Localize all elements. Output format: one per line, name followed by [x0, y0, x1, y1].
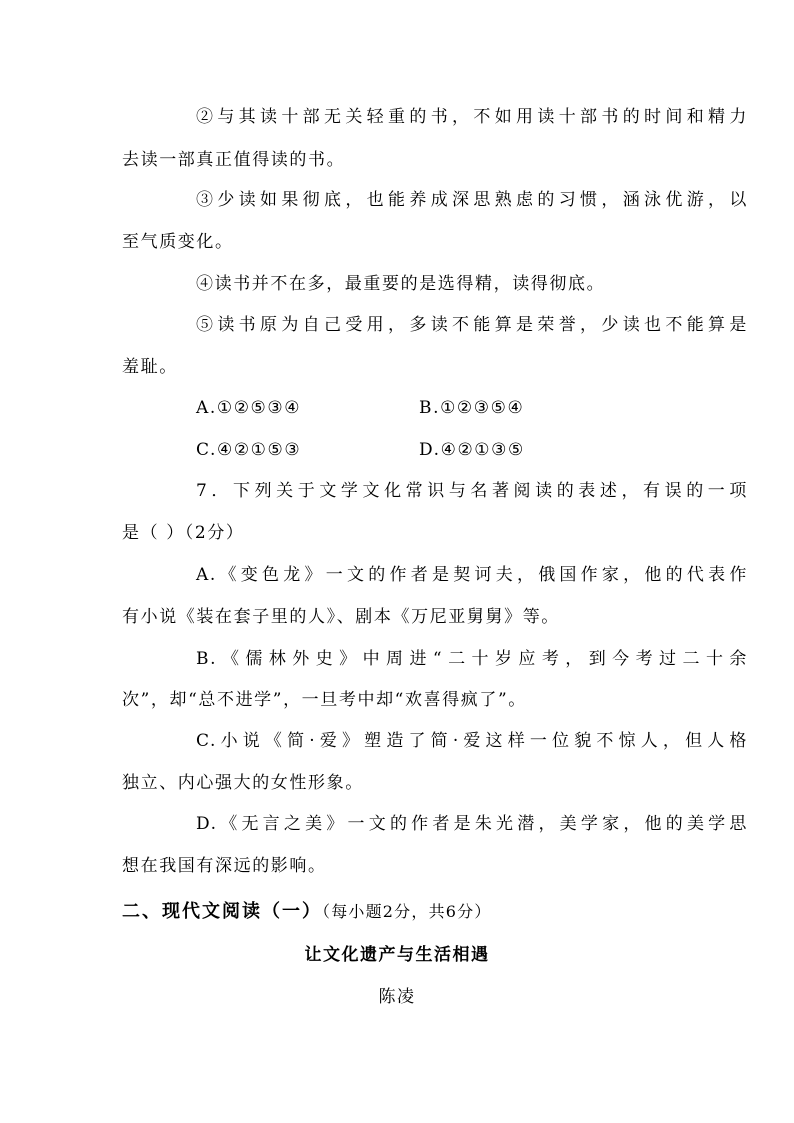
q7-stem-line-1: 7．下列关于文学文化常识与名著阅读的表述，有误的一项 [196, 481, 748, 501]
q7-option-b-line-2: 次”，却“总不进学”，一旦考中却“欢喜得疯了”。 [122, 690, 527, 710]
reading-item-5-line-1: ⑤读书原为自己受用，多读不能算是荣誉，少读也不能算是 [196, 315, 748, 335]
section-title: 二、现代文阅读（一） [122, 901, 322, 922]
q7-option-c-line-2: 独立、内心强大的女性形象。 [122, 773, 364, 793]
q7-option-d-line-2: 想在我国有深远的影响。 [122, 856, 327, 876]
q7-option-c-line-1: C.小说《简·爱》塑造了简·爱这样一位貌不惊人，但人格 [196, 731, 748, 751]
q6-option-b: B.①②③⑤④ [419, 398, 525, 418]
q6-option-c: C.④②①⑤③ [196, 440, 302, 460]
article-title: 让文化遗产与生活相遇 [304, 945, 490, 965]
reading-item-3-line-1: ③少读如果彻底，也能养成深思熟虑的习惯，涵泳优游，以 [196, 190, 748, 210]
q6-option-d: D.④②①③⑤ [419, 440, 525, 460]
section-heading [122, 897, 492, 923]
q7-option-b-line-1: B.《儒林外史》中周进“二十岁应考，到今考过二十余 [196, 649, 748, 669]
q7-stem-line-2: 是（ ）（2分） [122, 523, 245, 543]
reading-item-2-line-2: 去读一部真正值得读的书。 [122, 150, 346, 170]
reading-item-5-line-2: 羞耻。 [122, 357, 178, 377]
reading-item-2-line-1: ②与其读十部无关轻重的书，不如用读十部书的时间和精力 [196, 107, 748, 127]
reading-item-4: ④读书并不在多，最重要的是选得精，读得彻底。 [196, 274, 606, 294]
q7-option-d-line-1: D.《无言之美》一文的作者是朱光潜，美学家，他的美学思 [196, 814, 748, 834]
q7-option-a-line-2: 有小说《装在套子里的人》、剧本《万尼亚舅舅》等。 [122, 607, 560, 627]
q6-option-a: A.①②⑤③④ [196, 398, 302, 418]
section-score-note: （每小题2分，共6分） [322, 902, 492, 921]
q7-option-a-line-1: A.《变色龙》一文的作者是契诃夫，俄国作家，他的代表作 [196, 565, 748, 585]
reading-item-3-line-2: 至气质变化。 [122, 232, 234, 252]
article-author: 陈凌 [378, 987, 416, 1007]
